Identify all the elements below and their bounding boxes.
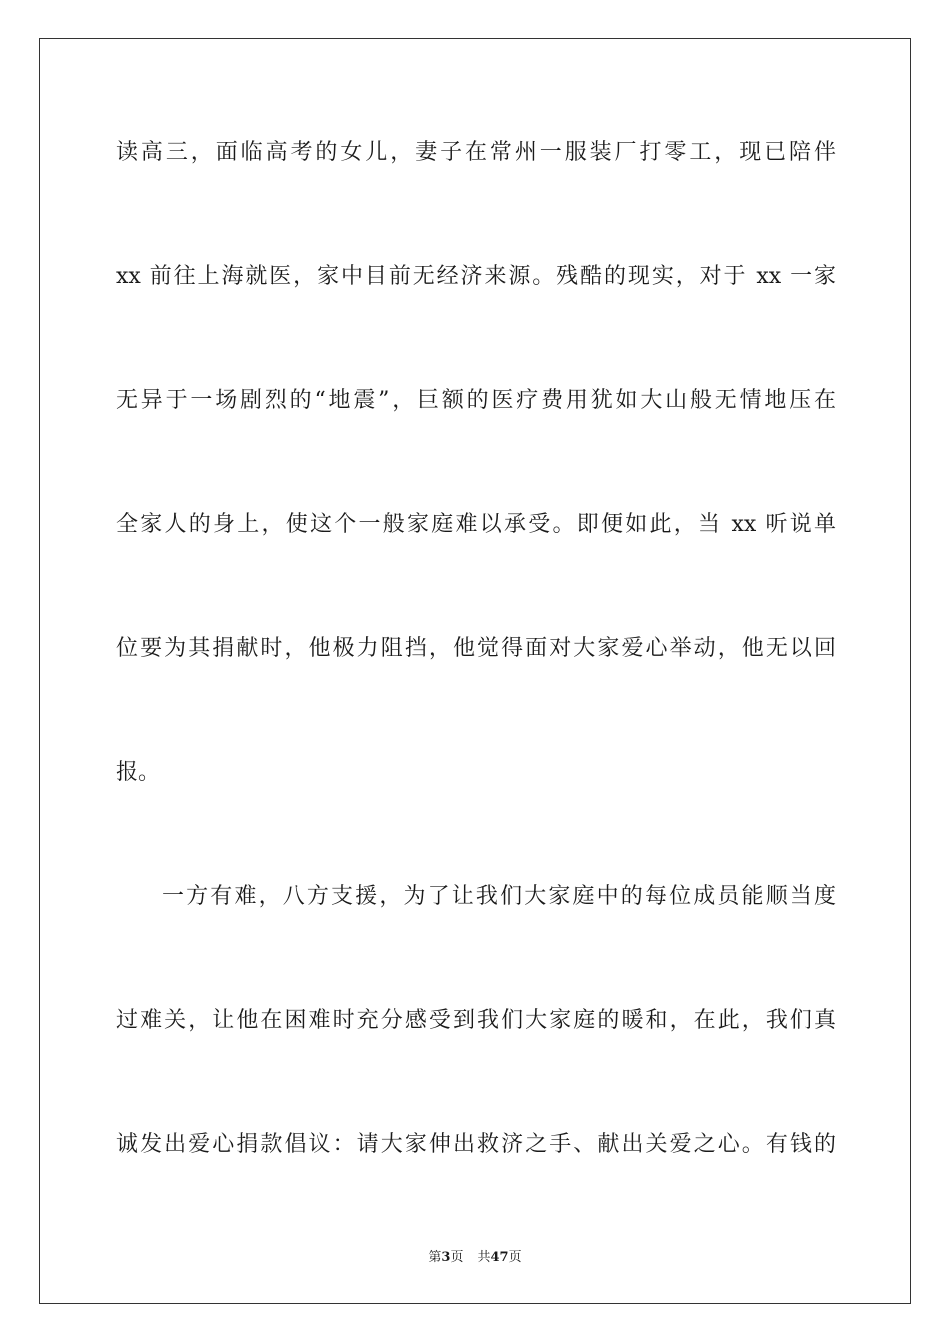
- text-line-8: 过难关，让他在困难时充分感受到我们大家庭的暖和，在此，我们真: [116, 1008, 836, 1033]
- footer-page-prefix: 第: [428, 1250, 442, 1265]
- footer-total-suffix: 页: [508, 1250, 522, 1265]
- text-line-7: 一方有难，八方支援，为了让我们大家庭中的每位成员能顺当度: [162, 884, 836, 909]
- text-line-1: 读高三，面临高考的女儿，妻子在常州一服装厂打零工，现已陪伴: [116, 140, 836, 165]
- footer-page-suffix: 页: [450, 1250, 464, 1265]
- footer-page-current: 3: [441, 1250, 451, 1265]
- text-line-9: 诚发出爱心捐款倡议：请大家伸出救济之手、献出关爱之心。有钱的: [116, 1132, 836, 1157]
- text-line-5: 位要为其捐献时，他极力阻挡，他觉得面对大家爱心举动，他无以回: [116, 636, 836, 661]
- footer-page-total: 47: [490, 1250, 509, 1265]
- footer-total-prefix: 共: [477, 1250, 491, 1265]
- text-line-4: 全家人的身上，使这个一般家庭难以承受。即便如此，当 xx 听说单: [116, 512, 836, 537]
- text-line-6: 报。: [116, 760, 161, 785]
- text-line-2: xx 前往上海就医，家中目前无经济来源。残酷的现实，对于 xx 一家: [116, 264, 836, 289]
- page-footer: [0, 1246, 950, 1265]
- text-line-3: 无异于一场剧烈的“地震”，巨额的医疗费用犹如大山般无情地压在: [116, 388, 836, 413]
